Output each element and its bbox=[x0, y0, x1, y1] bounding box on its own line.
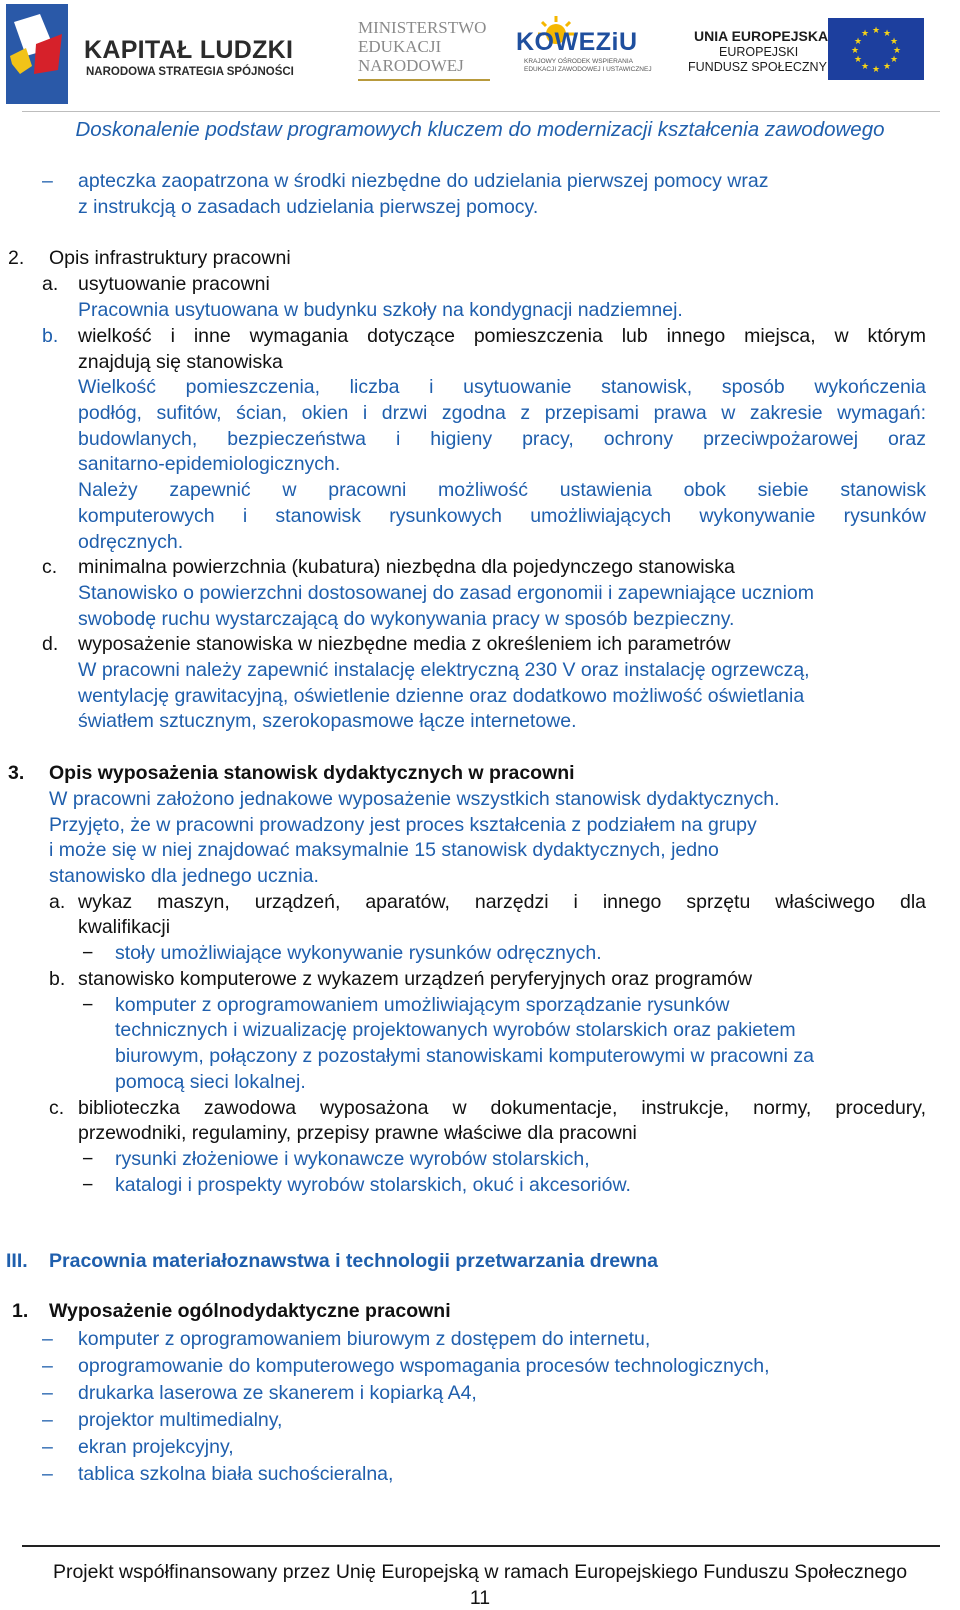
s3c-label-line1: biblioteczka zawodowa wyposażona w dokumentacje, instrukcje, normy, procedury, bbox=[78, 1097, 926, 1119]
s2a-label: usytuowanie pracowni bbox=[78, 273, 270, 295]
s2b-text1-line4: sanitarno-epidemiologicznych. bbox=[78, 453, 341, 475]
s2c-marker: c. bbox=[42, 556, 58, 578]
ue-line2: EUROPEJSKI bbox=[719, 45, 799, 59]
header-rule bbox=[22, 111, 940, 112]
koweziu-sub2: EDUKACJI ZAWODOWEJ I USTAWICZNEJ bbox=[524, 66, 652, 73]
svg-text:★: ★ bbox=[882, 29, 892, 39]
equip-item-marker: – bbox=[42, 1328, 53, 1350]
page-number: 11 bbox=[469, 1587, 491, 1609]
top-item-marker: – bbox=[42, 170, 53, 192]
men-logo-underline bbox=[358, 79, 490, 81]
page-header bbox=[0, 0, 960, 112]
s2d-text-line1: W pracowni należy zapewnić instalację elektryczną 230 V oraz instalację ogrzewczą, bbox=[78, 659, 810, 681]
s3c-item1: rysunki złożeniowe i wykonawcze wyrobów stolarskich, bbox=[115, 1148, 590, 1170]
ue-line1: UNIA EUROPEJSKA bbox=[694, 28, 829, 44]
s3c-item1-marker: − bbox=[82, 1148, 94, 1170]
s2d-label: wyposażenie stanowiska w niezbędne media z określeniem ich parametrów bbox=[78, 633, 731, 655]
s3a-label-line2: kwalifikacji bbox=[78, 916, 171, 938]
ue-line3: FUNDUSZ SPOŁECZNY bbox=[688, 60, 827, 74]
s2b-text2-line3: odręcznych. bbox=[78, 531, 184, 553]
equip-item: projektor multimedialny, bbox=[78, 1409, 283, 1431]
s2a-text: Pracownia usytuowana w budynku szkoły na kondygnacji nadziemnej. bbox=[78, 299, 683, 321]
equip-item-marker: – bbox=[42, 1409, 53, 1431]
s3b-item-line4: pomocą sieci lokalnej. bbox=[115, 1071, 306, 1093]
svg-text:★: ★ bbox=[889, 55, 899, 65]
s3b-item-line2: technicznych i wizualizację projektowanych wyrobów stolarskich oraz pakietem bbox=[115, 1019, 796, 1041]
section3-heading: Opis wyposażenia stanowisk dydaktycznych w pracowni bbox=[49, 762, 575, 784]
equip-item-marker: – bbox=[42, 1355, 53, 1377]
s2a-marker: a. bbox=[42, 273, 59, 295]
sectionIII-heading: Pracownia materiałoznawstwa i technologii przetwarzania drewna bbox=[49, 1250, 658, 1272]
footer-text: Projekt współfinansowany przez Unię Europejską w ramach Europejskiego Funduszu Społecznego bbox=[52, 1561, 908, 1583]
men-logo-line3: NARODOWEJ bbox=[358, 56, 464, 75]
s3-intro-line3: i może się w niej znajdować maksymalnie 15 stanowisk dydaktycznych, jedno bbox=[49, 839, 719, 861]
svg-text:★: ★ bbox=[871, 26, 881, 36]
s3c-label-line2: przewodniki, regulaminy, przepisy prawne właściwe dla pracowni bbox=[78, 1122, 637, 1144]
equip-item: oprogramowanie do komputerowego wspomagania procesów technologicznych, bbox=[78, 1355, 770, 1377]
equip-item: tablica szkolna biała suchościeralna, bbox=[78, 1463, 394, 1485]
s2b-label-line2: znajdują się stanowiska bbox=[78, 351, 283, 373]
s2d-marker: d. bbox=[42, 633, 59, 655]
svg-text:★: ★ bbox=[892, 46, 902, 56]
s3a-item1-marker: − bbox=[82, 942, 94, 964]
equip-item-marker: – bbox=[42, 1382, 53, 1404]
svg-text:★: ★ bbox=[882, 62, 892, 72]
s3c-marker: c. bbox=[49, 1097, 65, 1119]
sectionIII-number: III. bbox=[6, 1250, 28, 1272]
koweziu-name: KOWEZiU bbox=[516, 28, 638, 56]
svg-text:★: ★ bbox=[871, 65, 881, 75]
top-item-line1: apteczka zaopatrzona w środki niezbędne do udzielania pierwszej pomocy wraz bbox=[78, 170, 769, 192]
s3b-label: stanowisko komputerowe z wykazem urządzeń peryferyjnych oraz programów bbox=[78, 968, 753, 990]
kapital-ludzki-subtitle: NARODOWA STRATEGIA SPÓJNOŚCI bbox=[86, 66, 294, 78]
s2b-text1-line1: Wielkość pomieszczenia, liczba i usytuowanie stanowisk, sposób wykończenia bbox=[78, 376, 926, 398]
eu-flag-icon bbox=[828, 18, 924, 80]
s3b-item-marker: − bbox=[82, 994, 94, 1016]
svg-text:★: ★ bbox=[853, 37, 863, 47]
subsection1-heading: Wyposażenie ogólnodydaktyczne pracowni bbox=[49, 1300, 451, 1322]
kapital-ludzki-title: KAPITAŁ LUDZKI bbox=[84, 36, 294, 64]
s3-intro-line1: W pracowni założono jednakowe wyposażenie wszystkich stanowisk dydaktycznych. bbox=[49, 788, 780, 810]
men-logo-line2: EDUKACJI bbox=[358, 37, 442, 56]
equip-item-marker: – bbox=[42, 1463, 53, 1485]
svg-text:★: ★ bbox=[853, 55, 863, 65]
svg-text:★: ★ bbox=[860, 62, 870, 72]
s2b-label-line1: wielkość i inne wymagania dotyczące pomieszczenia lub innego miejsca, w którym bbox=[78, 325, 926, 347]
section3-number: 3. bbox=[8, 762, 25, 784]
svg-text:★: ★ bbox=[860, 29, 870, 39]
s3a-marker: a. bbox=[49, 891, 66, 913]
subsection1-number: 1. bbox=[12, 1300, 29, 1322]
svg-text:★: ★ bbox=[850, 46, 860, 56]
s3a-label-line1: wykaz maszyn, urządzeń, aparatów, narzędzi i innego sprzętu właściwego dla bbox=[78, 891, 926, 913]
s2c-label: minimalna powierzchnia (kubatura) niezbędna dla pojedynczego stanowiska bbox=[78, 556, 735, 578]
s2b-text1-line2: podłóg, sufitów, ścian, okien i drzwi zgodna z przepisami prawa w zakresie wymagań: bbox=[78, 402, 926, 424]
section2-number: 2. bbox=[8, 247, 25, 269]
s3b-item-line3: biurowym, połączony z pozostałymi stanowiskami komputerowymi w pracowni za bbox=[115, 1045, 815, 1067]
running-title: Doskonalenie podstaw programowych kluczem do modernizacji kształcenia zawodowego bbox=[75, 118, 885, 141]
s2b-marker: b. bbox=[42, 325, 59, 347]
s2b-text2-line2: komputerowych i stanowisk rysunkowych umożliwiających wykonywanie rysunków bbox=[78, 505, 926, 527]
s2b-text2-line1: Należy zapewnić w pracowni możliwość ustawienia obok siebie stanowisk bbox=[78, 479, 926, 501]
s2b-text1-line3: budowlanych, bezpieczeństwa i higieny pracy, ochrony przeciwpożarowej oraz bbox=[78, 428, 926, 450]
equip-item: ekran projekcyjny, bbox=[78, 1436, 234, 1458]
s3c-item2: katalogi i prospekty wyrobów stolarskich, okuć i akcesoriów. bbox=[115, 1174, 631, 1196]
s3-intro-line4: stanowisko dla jednego ucznia. bbox=[49, 865, 319, 887]
equip-item: komputer z oprogramowaniem biurowym z dostępem do internetu, bbox=[78, 1328, 651, 1350]
s2d-text-line3: światłem sztucznym, szerokopasmowe łącze internetowe. bbox=[78, 710, 577, 732]
s3c-item2-marker: − bbox=[82, 1174, 94, 1196]
top-item-line2: z instrukcją o zasadach udzielania pierwszej pomocy. bbox=[78, 196, 539, 218]
men-logo-line1: MINISTERSTWO bbox=[358, 18, 487, 37]
koweziu-sub1: KRAJOWY OŚRODEK WSPIERANIA bbox=[524, 58, 633, 65]
s3b-marker: b. bbox=[49, 968, 66, 990]
equip-item-marker: – bbox=[42, 1436, 53, 1458]
s2d-text-line2: wentylację grawitacyjną, oświetlenie dzienne oraz dodatkowo możliwość oświetlania bbox=[78, 685, 805, 707]
s2c-text-line2: swobodę ruchu wystarczającą do wykonywania pracy w sposób bezpieczny. bbox=[78, 608, 735, 630]
kapital-ludzki-logo bbox=[6, 4, 68, 104]
s3a-item1: stoły umożliwiające wykonywanie rysunków odręcznych. bbox=[115, 942, 602, 964]
equip-item: drukarka laserowa ze skanerem i kopiarką A4, bbox=[78, 1382, 477, 1404]
svg-text:★: ★ bbox=[889, 37, 899, 47]
section2-heading: Opis infrastruktury pracowni bbox=[49, 247, 291, 269]
footer-rule bbox=[22, 1545, 940, 1547]
s3-intro-line2: Przyjęto, że w pracowni prowadzony jest proces kształcenia z podziałem na grupy bbox=[49, 814, 757, 836]
s2c-text-line1: Stanowisko o powierzchni dostosowanej do zasad ergonomii i zapewniające uczniom bbox=[78, 582, 814, 604]
s3b-item-line1: komputer z oprogramowaniem umożliwiającym sporządzanie rysunków bbox=[115, 994, 730, 1016]
